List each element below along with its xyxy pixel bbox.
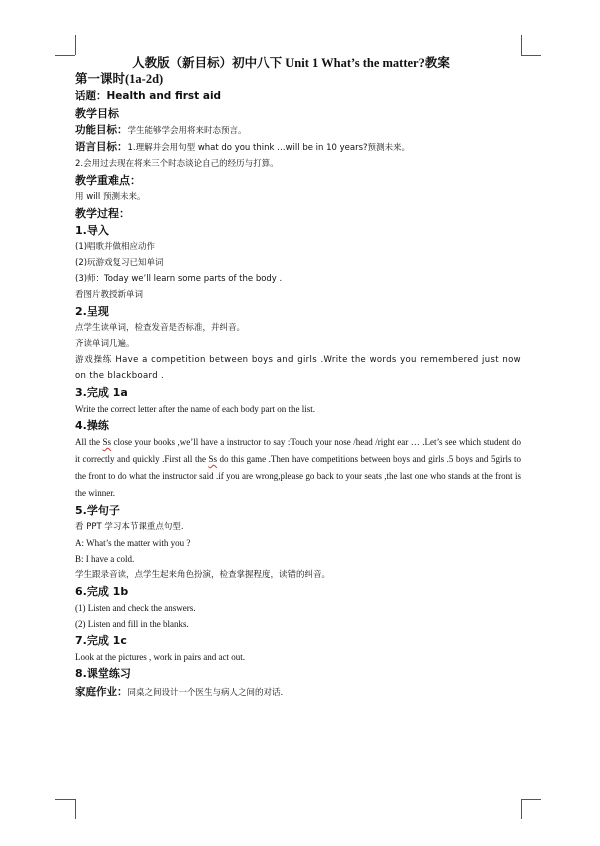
language-objective: [75, 139, 521, 156]
section-6-line: (2) Listen and fill in the blanks.: [75, 619, 189, 629]
section-4-heading: 4.操练: [75, 419, 109, 432]
section-3-text: Write the correct letter after the name of each body part on the list.: [75, 404, 316, 414]
section-6-line: (1) Listen and check the answers.: [75, 603, 196, 613]
crop-mark-bottom-right-h: [521, 799, 541, 800]
section-1-line: (2)玩游戏复习已知单词: [75, 258, 164, 268]
section-2-line: 齐读单词几遍。: [75, 339, 135, 349]
section-5-line: A: What’s the matter with you ?: [75, 538, 191, 548]
section-1-line: 看图片教授新单词: [75, 290, 144, 300]
crop-mark-top-left-v: [75, 35, 76, 55]
lesson-heading: 第一课时(1a-2d): [75, 72, 164, 86]
process-heading: 教学过程：: [75, 207, 130, 220]
objective-2: 2.会用过去现在将来三个时态谈论自己的经历与打算。: [75, 159, 279, 169]
functional-objective: [75, 122, 521, 139]
document-title: 人教版（新目标）初中八下 Unit 1 What’s the matter?教案: [132, 56, 450, 70]
language-text: 1.理解并会用句型 what do you think …will be in 10 years?预测未来。: [127, 143, 411, 153]
section-5-line: 看 PPT 学习本节课重点句型.: [75, 522, 184, 532]
section-2-line: 点学生读单词，检查发音是否标准，并纠音。: [75, 323, 246, 333]
section-7-text: Look at the pictures , work in pairs and act out.: [75, 652, 245, 662]
crop-mark-top-right-v: [521, 35, 522, 55]
section-3-heading: 3.完成 1a: [75, 386, 128, 399]
functional-label: 功能目标：: [75, 124, 128, 136]
section-4-text-c: do this game .Then have competitions between boys and girls .5 boys and 5girls to the front to do what the instructor said .if you are wrong,please go back to your seats ,the last one who stands at the front is the winner.: [75, 454, 522, 498]
topic-line: 话题：Health and first aid: [75, 90, 222, 102]
homework-text: 同桌之间设计一个医生与病人之间的对话.: [127, 688, 284, 698]
section-1-line: (1)唱歌并做相应动作: [75, 242, 156, 252]
section-2-game: 游戏操练 Have a competition between boys and girls .Write the words you remembered just now on the blackboard .: [75, 355, 521, 381]
crop-mark-bottom-left-v: [75, 799, 76, 819]
section-4-text-b: close your books ,we’ll have a instructor to say :Touch your nose /head /right ear … .Let’s see which student do it correctly and quickly .First all the: [75, 437, 521, 464]
section-8-heading: 8.课堂练习: [75, 667, 131, 680]
section-5-line: 学生跟录音读，点学生起来角色扮演，检查掌握程度，读错的纠音。: [75, 570, 331, 580]
keypoints-text: 用 will 预测未来。: [75, 192, 146, 202]
section-5-line: B: I have a cold.: [75, 554, 135, 564]
crop-mark-top-right-h: [521, 55, 541, 56]
section-1-line: (3)师：Today we’ll learn some parts of the body .: [75, 274, 283, 284]
section-7-heading: 7.完成 1c: [75, 634, 127, 647]
homework-line: [75, 684, 521, 701]
section-4-paragraph: [75, 434, 521, 502]
keypoints-heading: 教学重难点：: [75, 174, 141, 187]
section-2-heading: 2.呈现: [75, 305, 109, 318]
document-body: [75, 55, 521, 701]
section-6-heading: 6.完成 1b: [75, 585, 129, 598]
section-5-heading: 5.学句子: [75, 504, 120, 517]
objectives-heading: 教学目标: [75, 107, 119, 120]
section-4-text-a: All the: [75, 437, 103, 447]
crop-mark-bottom-left-h: [55, 799, 75, 800]
ss-word: Ss: [102, 437, 112, 447]
functional-text: 学生能够学会用将来时态预言。: [127, 126, 247, 136]
ss-word: Ss: [208, 454, 217, 464]
language-label: 语言目标：: [75, 141, 128, 153]
homework-label: 家庭作业：: [75, 686, 128, 698]
crop-mark-bottom-right-v: [521, 799, 522, 819]
section-1-heading: 1.导入: [75, 224, 109, 237]
